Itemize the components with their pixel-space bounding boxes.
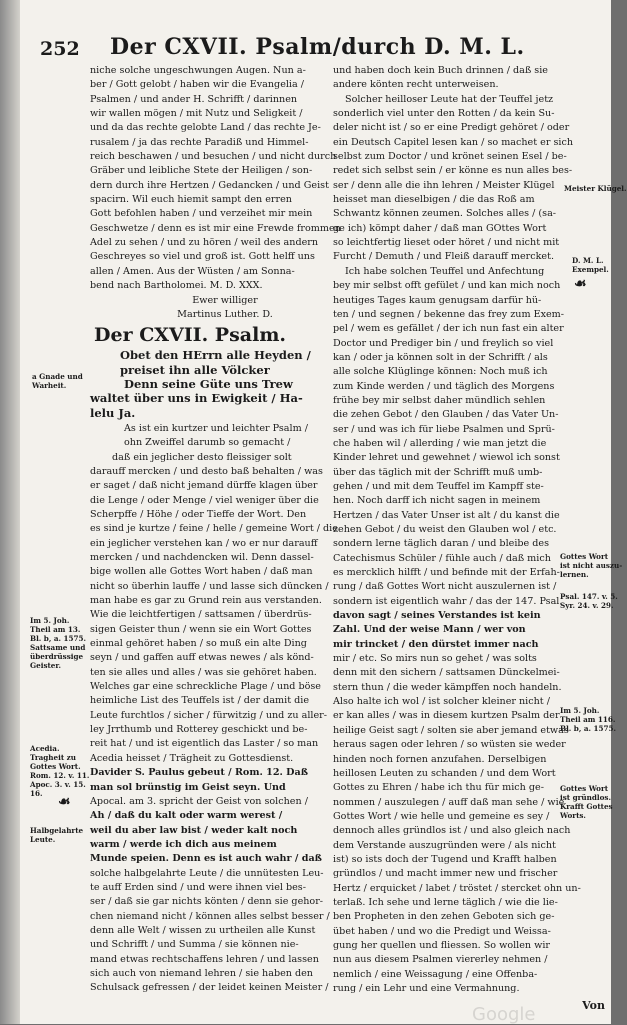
margin-note-line: 16. xyxy=(30,789,43,798)
text-line: bend nach Bartholomei. M. D. XXX. xyxy=(90,280,263,292)
margin-note xyxy=(560,592,618,610)
margin-note-line: Gottes Wort xyxy=(560,552,609,561)
text-line: te auff Erden sind / und were ihnen viel bes- xyxy=(90,881,306,893)
text-line: Davider S. Paulus gebeut / Rom. 12. Daß xyxy=(90,767,309,779)
psalm-verse-line: Obet den HErrn alle Heyden / xyxy=(120,348,311,363)
text-line: redet sich selbst sein / er könne es nun alles bes- xyxy=(333,165,573,177)
text-line: Ich habe solchen Teuffel und Anfechtung xyxy=(345,265,545,277)
psalm-heading: Der CXVII. Psalm. xyxy=(94,324,287,347)
margin-note xyxy=(30,744,88,798)
margin-note xyxy=(30,616,88,670)
text-line: und Schrifft / und Summa / sie können nie- xyxy=(90,939,299,951)
text-line: ein jeglicher verstehen kan / wo er nur darauff xyxy=(90,537,318,549)
margin-note-line: Syr. 24. v. 29. xyxy=(560,601,614,610)
text-line: nicht so überhin lauffe / und lasse sich düncken / xyxy=(90,580,329,592)
margin-note-line: Rom. 12. v. 11. xyxy=(30,771,90,780)
margin-note-line: Warheit. xyxy=(32,381,67,390)
text-line: bey mir selbst offt gefület / und kan mich noch xyxy=(333,280,561,292)
text-line: Furcht / Demuth / und Fleiß darauff mercket. xyxy=(333,251,554,263)
text-line: seyn / und gaffen auff etwas newes / als könd- xyxy=(90,652,314,664)
text-line: niche solche ungeschwungen Augen. Nun a- xyxy=(90,65,306,76)
text-line: andere könten recht unterweisen. xyxy=(333,79,499,91)
text-line: Doctor und Prediger bin / und freylich so viel xyxy=(333,337,554,349)
margin-note-line: Exempel. xyxy=(572,265,609,274)
text-line: zehen Gebot / du weist den Glauben wol / etc. xyxy=(333,524,557,535)
text-line: ser / denn alle die ihn lehren / Meister Klügel xyxy=(333,179,555,191)
margin-note-line: Im 5. Joh. xyxy=(30,616,70,625)
text-line: man sol brünstig im Geist seyn. Und xyxy=(90,781,286,793)
page-gutter-shadow xyxy=(0,0,20,1024)
text-line: so leichtfertig lieset oder höret / und nicht mit xyxy=(333,237,560,249)
text-line: dern durch ihre Hertzen / Gedancken / und Geist xyxy=(90,179,329,191)
text-line: einmal gehöret haben / so muß ein alte Ding xyxy=(90,638,307,650)
margin-note xyxy=(560,706,617,733)
margin-note-line: Bl. b, a. 1575. xyxy=(560,724,617,733)
watermark: Google xyxy=(472,1004,536,1025)
margin-note-line: Theil am 13. xyxy=(30,625,81,634)
text-line: davon sagt / seines Verstandes ist kein xyxy=(333,610,541,622)
margin-note-line: Theil am 116. xyxy=(560,715,616,724)
catchword: Von xyxy=(582,999,605,1012)
text-line: selbst zum Doctor / und krönet seinen Esel / be- xyxy=(333,151,567,163)
text-line: heilige Geist sagt / solten sie aber jemand etwas xyxy=(333,724,569,736)
margin-note xyxy=(572,256,611,274)
text-line: Kinder lehret und gewehnet / wiewol ich sonst xyxy=(333,452,560,464)
text-line: heisset man dieselbigen / die das Roß am xyxy=(333,194,535,206)
margin-note-line: Apoc. 3. v. 15. xyxy=(30,780,86,789)
text-line: deler nicht ist / so er eine Predigt gehöret / oder xyxy=(333,122,570,134)
text-line: ten / und segnen / bekenne das frey zum Exem- xyxy=(333,308,565,320)
margin-note-line: lernen. xyxy=(560,570,589,579)
text-line: mercken / und nachdencken wil. Denn dassel- xyxy=(90,552,314,563)
text-line: Geschreyes so viel und groß ist. Gott helff uns xyxy=(90,251,315,263)
text-line: mir trincket / den dürstet immer nach xyxy=(333,638,539,650)
text-line: Welches gar eine schreckliche Plage / und böse xyxy=(90,681,321,693)
margin-note-line: ist nicht auszu- xyxy=(560,561,623,570)
text-line: denn mit den sichern / sattsamen Dünckelmei- xyxy=(333,667,560,679)
running-title: Der CXVII. Psalm/durch D. M. L. xyxy=(110,34,525,60)
text-line: daß ein jeglicher desto fleissiger solt xyxy=(112,451,292,463)
text-line: ley Jrrthumb und Rotterey geschickt und be- xyxy=(90,724,308,736)
text-line: denn alle Welt / wissen zu urtheilen alle Kunst xyxy=(90,924,316,936)
text-line: spacirn. Wil euch hiemit sampt den erren xyxy=(90,194,292,206)
text-line: und haben doch kein Buch drinnen / daß sie xyxy=(333,65,548,76)
text-line: gründlos / und macht immer new und frischer xyxy=(333,868,558,880)
text-line: Solcher heilloser Leute hat der Teuffel jetz xyxy=(345,93,554,105)
margin-note-line: a Gnade und xyxy=(32,372,83,381)
text-line: und da das rechte gelobte Land / das rechte Je- xyxy=(90,122,321,134)
text-line: terlaß. Ich sehe und lerne täglich / wie die lie- xyxy=(333,896,558,908)
text-line: ser / daß sie gar nichts könten / denn sie gehor- xyxy=(90,896,324,908)
text-line: er kan alles / was in diesem kurtzen Psalm der xyxy=(333,710,560,722)
margin-ornament: ☙ xyxy=(58,794,71,810)
text-line: Ah / daß du kalt oder warm werest / xyxy=(90,810,283,822)
text-line: über das täglich mit der Schrifft muß umb- xyxy=(333,466,543,478)
text-line: mir / etc. So mirs nun so gehet / was solts xyxy=(333,653,537,665)
text-line: Leute furchtlos / sicher / fürwitzig / und zu aller- xyxy=(90,709,328,721)
text-line: wir wallen mögen / mit Nutz und Seligkeit / xyxy=(90,108,303,120)
text-line: heraus sagen oder lehren / so wüsten sie weder xyxy=(333,739,566,751)
text-line: chen niemand nicht / können alles selbst besser / xyxy=(90,910,330,922)
text-line: er saget / daß nicht jemand dürffe klagen über xyxy=(90,480,318,492)
text-line: ge ich) kömpt daher / daß man GOttes Wort xyxy=(333,222,547,234)
text-line: warm / werde ich dich aus meinem xyxy=(90,838,277,850)
page-number: 252 xyxy=(40,38,80,60)
text-line: Schulsack gefressen / der leidet keinen Meister / xyxy=(90,982,329,994)
margin-note xyxy=(564,184,627,193)
text-line: stern thun / die weder kämpffen noch handeln. xyxy=(333,681,562,693)
text-line: ohn Zweiffel darumb so gemacht / xyxy=(124,437,291,449)
text-line: übet haben / und wo die Predigt und Weissa- xyxy=(333,925,551,937)
margin-note xyxy=(32,372,88,390)
text-line: Psalmen / und ander H. Schrifft / darinnen xyxy=(90,93,298,105)
text-line: Gräber und leibliche Stete der Heiligen / son- xyxy=(90,165,313,177)
text-line: Also halte ich wol / ist solcher kleiner nicht / xyxy=(333,696,550,708)
text-line: sondern ist eigentlich wahr / das der 147. Psal. xyxy=(333,595,563,607)
text-line: hen. Noch darff ich nicht sagen in meinem xyxy=(333,495,541,507)
psalm-verse-line: lelu Ja. xyxy=(90,405,136,420)
text-line: dennoch alles gründlos ist / und also gleich nach xyxy=(333,825,571,837)
margin-note xyxy=(30,826,88,844)
text-line: nemlich / eine Weissagung / eine Offenba- xyxy=(333,968,538,980)
margin-note-line: Gottes Wort. xyxy=(30,762,81,771)
text-line: sondern lerne täglich daran / und bleibe des xyxy=(333,538,549,550)
text-line: ser / und was ich für liebe Psalmen und Sprü- xyxy=(333,423,555,435)
text-line: nommen / auszulegen / auff daß man sehe / wie xyxy=(333,796,565,808)
margin-note-line: Im 5. Joh. xyxy=(560,706,600,715)
text-line: mand etwas rechtschaffens lehren / und lassen xyxy=(90,953,319,965)
psalm-verse-line: preiset ihn alle Völcker xyxy=(120,362,270,377)
text-line: heillosen Leuten zu schanden / und dem Wort xyxy=(333,767,556,779)
text-line: frühe bey mir selbst daher mündlich sehlen xyxy=(333,394,546,406)
text-line: ben Propheten in den zehen Geboten sich ge- xyxy=(333,911,555,923)
text-line: hinden noch fornen anzufahen. Derselbigen xyxy=(333,753,547,765)
margin-note-line: Geister. xyxy=(30,661,62,670)
text-line: gung her quellen und fliessen. So wollen wir xyxy=(333,939,551,951)
text-line: Scherpffe / Höhe / oder Tieffe der Wort. Den xyxy=(90,508,307,520)
margin-note xyxy=(560,552,623,579)
text-line: Hertz / erquicket / labet / tröstet / stercket ohn un- xyxy=(333,882,581,894)
psalm-verse-line: Denn seine Güte uns Trew xyxy=(124,376,293,391)
text-line: ein Deutsch Capitel lesen kan / so machet er sich xyxy=(333,136,573,148)
margin-note-line: Worts. xyxy=(560,811,586,820)
margin-note-line: Leute. xyxy=(30,835,56,844)
text-line: Zahl. Und der weise Mann / wer von xyxy=(333,624,526,636)
text-line: heimliche List des Teuffels ist / der damit die xyxy=(90,695,309,707)
margin-note-line: Sattsame und xyxy=(30,643,86,652)
margin-ornament: ☙ xyxy=(574,276,587,292)
margin-note-line: D. M. L. xyxy=(572,256,604,265)
text-line: Munde speien. Denn es ist auch wahr / daß xyxy=(90,853,322,865)
text-line: Geschwetze / denn es ist mir eine Frewde frommen xyxy=(90,222,341,234)
text-line: Wie die leichtfertigen / sattsamen / überdrüs- xyxy=(90,609,312,621)
closing-signature: Martinus Luther. D. xyxy=(177,308,273,320)
text-line: weil du aber law bist / weder kalt noch xyxy=(90,824,298,836)
text-line: Gottes Wort / wie helle und gemeine es sey / xyxy=(333,810,550,822)
text-line: dem Verstande auszugründen were / als nicht xyxy=(333,839,556,851)
text-line: reich beschawen / und besuchen / und nicht durch xyxy=(90,151,337,163)
text-line: che haben wil / allerding / wie man jetzt die xyxy=(333,437,547,449)
margin-note-line: Halbgelahrte xyxy=(30,826,84,835)
text-line: pel / wem es gefället / der ich nun fast ein alter xyxy=(333,323,564,335)
text-line: die Lenge / oder Menge / viel weniger über die xyxy=(90,494,319,506)
closing-line: Ewer williger xyxy=(192,294,258,306)
margin-note-line: Gottes Wort xyxy=(560,784,609,793)
text-line: es sind je kurtze / feine / helle / gemeine Wort / die xyxy=(90,523,338,535)
text-line: Adel zu sehen / und zu hören / weil des andern xyxy=(90,237,319,249)
margin-note-line: Bl. b, a. 1575. xyxy=(30,634,87,643)
text-line: Apocal. am 3. spricht der Geist von solchen / xyxy=(90,795,308,807)
text-line: rung / ein Lehr und eine Vermahnung. xyxy=(333,983,520,994)
text-line: sigen Geister thun / wenn sie ein Wort Gottes xyxy=(90,623,312,635)
margin-note-line: Acedia. xyxy=(30,744,60,753)
text-line: Schwantz können zeumen. Solches alles / (sa- xyxy=(333,208,557,220)
text-line: Hertzen / das Vater Unser ist alt / du kanst die xyxy=(333,509,560,521)
text-line: Gottes zu Ehren / habe ich thu für mich ge- xyxy=(333,782,544,794)
margin-note-line: Psal. 147. v. 5. xyxy=(560,592,618,601)
text-line: ist) so ists doch der Tugend und Krafft halben xyxy=(333,853,557,865)
text-line: kan / oder ja können solt in der Schrifft / als xyxy=(333,351,548,363)
margin-note-line: Tragheit zu xyxy=(30,753,76,762)
text-line: ber / Gott gelobt / haben wir die Evangelia / xyxy=(90,79,305,91)
text-line: sonderlich viel unter den Rotten / da kein Su- xyxy=(333,108,555,120)
text-line: Gott befohlen haben / und verzeihet mir mein xyxy=(90,208,313,220)
text-line: gehen / und mit dem Teuffel im Kampff ste- xyxy=(333,480,544,492)
margin-note xyxy=(560,784,611,820)
text-line: Catechismus Schüler / fühle auch / daß mich xyxy=(333,552,551,564)
text-line: solche halbgelahrte Leute / die unnütesten Leu- xyxy=(90,867,324,879)
margin-note-line: Krafft Gottes xyxy=(560,802,613,811)
text-line: es mercklich hilfft / und befinde mit der Erfah- xyxy=(333,567,560,579)
text-line: darauff mercken / und desto baß behalten / was xyxy=(90,465,323,477)
text-line: reit hat / und ist eigentlich das Laster / so man xyxy=(90,738,319,750)
text-line: ten sie alles und alles / was sie gehöret haben. xyxy=(90,666,317,678)
text-line: alle solche Klüglinge können: Noch muß ich xyxy=(333,366,548,378)
text-line: man habe es gar zu Grund rein aus verstanden. xyxy=(90,595,322,607)
text-line: sich auch von niemand lehren / sie haben den xyxy=(90,967,313,979)
left-text-column xyxy=(90,64,341,996)
text-line: allen / Amen. Aus der Wüsten / am Sonna- xyxy=(90,265,295,277)
text-line: bige wollen alle Gottes Wort haben / daß man xyxy=(90,566,313,578)
text-line: Acedia heisset / Trägheit zu Gottesdienst. xyxy=(90,752,294,764)
psalm-verse-line: waltet über uns in Ewigkeit / Ha- xyxy=(90,391,303,406)
text-line: rusalem / ja das rechte Paradiß und Himmel- xyxy=(90,136,309,148)
margin-note-line: ist gründlos. xyxy=(560,793,611,802)
text-line: zum Kinde werden / und täglich des Morgens xyxy=(333,380,555,392)
text-line: die zehen Gebot / den Glauben / das Vater Un- xyxy=(333,409,559,421)
text-line: As ist ein kurtzer und leichter Psalm / xyxy=(124,422,308,434)
text-line: nun aus diesem Psalmen viererley nehmen / xyxy=(333,954,548,966)
margin-note-line: Meister Klügel. xyxy=(564,184,627,193)
margin-note-line: überdrüssige xyxy=(30,652,84,661)
text-line: heutiges Tages kaum genugsam darfür hü- xyxy=(333,294,542,306)
text-line: rung / daß Gottes Wort nicht auszulernen ist / xyxy=(333,581,557,593)
